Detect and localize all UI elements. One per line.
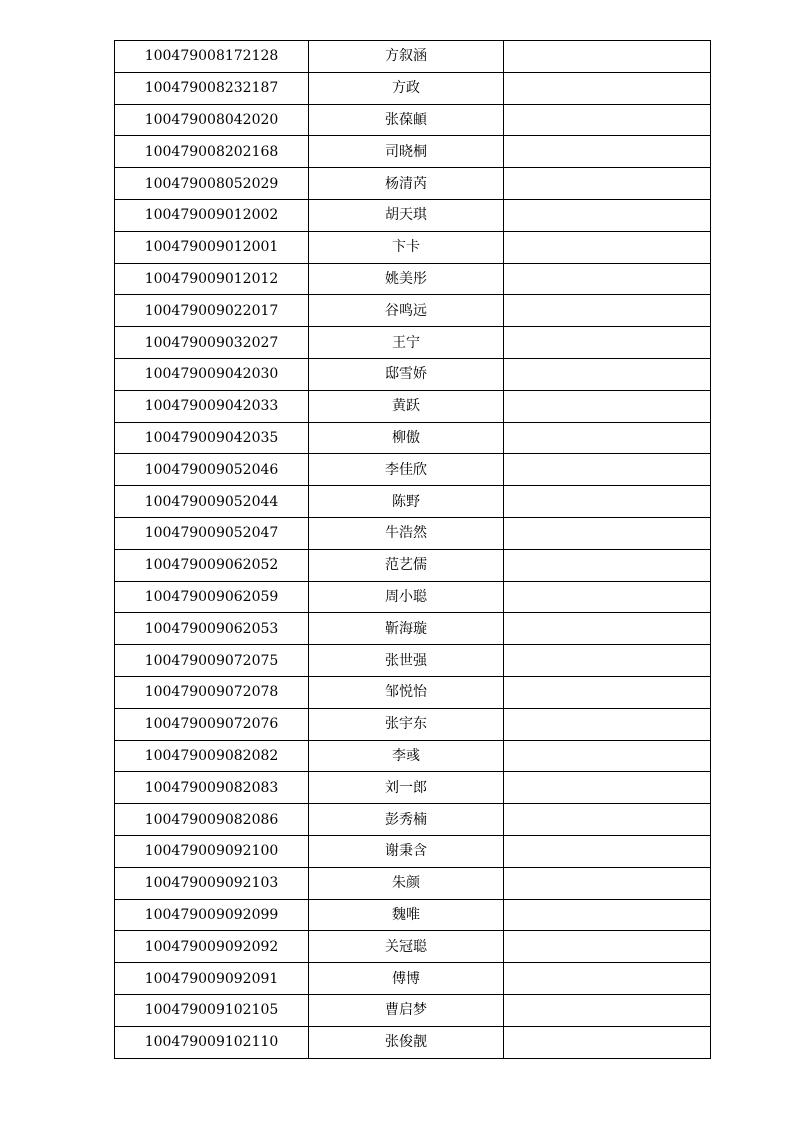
table-row bbox=[115, 867, 711, 899]
student-name-cell: 姚美彤 bbox=[309, 263, 504, 295]
blank-cell bbox=[504, 804, 711, 836]
student-id-cell: 100479009052044 bbox=[115, 486, 309, 518]
table-row bbox=[115, 1026, 711, 1058]
student-name-cell: 柳傲 bbox=[309, 422, 504, 454]
blank-cell bbox=[504, 549, 711, 581]
table-row bbox=[115, 41, 711, 73]
student-name-cell: 邸雪娇 bbox=[309, 358, 504, 390]
blank-cell bbox=[504, 772, 711, 804]
blank-cell bbox=[504, 263, 711, 295]
blank-cell bbox=[504, 454, 711, 486]
student-id-cell: 100479009072076 bbox=[115, 708, 309, 740]
student-id-cell: 100479009092103 bbox=[115, 867, 309, 899]
student-name-cell: 谷鸣远 bbox=[309, 295, 504, 327]
student-name-cell: 曹启梦 bbox=[309, 994, 504, 1026]
table-row bbox=[115, 199, 711, 231]
student-name-cell: 张世强 bbox=[309, 645, 504, 677]
student-id-cell: 100479009082082 bbox=[115, 740, 309, 772]
student-name-cell: 朱颜 bbox=[309, 867, 504, 899]
student-id-cell: 100479008232187 bbox=[115, 72, 309, 104]
blank-cell bbox=[504, 41, 711, 73]
table-row bbox=[115, 931, 711, 963]
student-name-cell: 谢秉含 bbox=[309, 835, 504, 867]
student-id-cell: 100479008042020 bbox=[115, 104, 309, 136]
blank-cell bbox=[504, 899, 711, 931]
student-name-cell: 牛浩然 bbox=[309, 517, 504, 549]
blank-cell bbox=[504, 72, 711, 104]
student-name-cell: 司晓桐 bbox=[309, 136, 504, 168]
student-id-cell: 100479009092091 bbox=[115, 963, 309, 995]
blank-cell bbox=[504, 422, 711, 454]
student-name-cell: 邹悦怡 bbox=[309, 676, 504, 708]
student-name-cell: 卞卡 bbox=[309, 231, 504, 263]
blank-cell bbox=[504, 231, 711, 263]
table-row bbox=[115, 104, 711, 136]
table-row bbox=[115, 136, 711, 168]
student-id-cell: 100479008052029 bbox=[115, 168, 309, 200]
student-name-cell: 傅博 bbox=[309, 963, 504, 995]
table-row bbox=[115, 517, 711, 549]
table-row bbox=[115, 581, 711, 613]
student-name-cell: 靳海璇 bbox=[309, 613, 504, 645]
blank-cell bbox=[504, 295, 711, 327]
table-row bbox=[115, 422, 711, 454]
blank-cell bbox=[504, 740, 711, 772]
table-row bbox=[115, 645, 711, 677]
blank-cell bbox=[504, 676, 711, 708]
blank-cell bbox=[504, 104, 711, 136]
student-name-cell: 魏唯 bbox=[309, 899, 504, 931]
student-id-cell: 100479009092100 bbox=[115, 835, 309, 867]
student-name-cell: 胡天琪 bbox=[309, 199, 504, 231]
table-row bbox=[115, 486, 711, 518]
blank-cell bbox=[504, 199, 711, 231]
student-id-cell: 100479009062052 bbox=[115, 549, 309, 581]
student-id-cell: 100479009062053 bbox=[115, 613, 309, 645]
blank-cell bbox=[504, 931, 711, 963]
blank-cell bbox=[504, 136, 711, 168]
blank-cell bbox=[504, 168, 711, 200]
blank-cell bbox=[504, 835, 711, 867]
blank-cell bbox=[504, 358, 711, 390]
student-id-cell: 100479009072078 bbox=[115, 676, 309, 708]
student-name-cell: 方叙涵 bbox=[309, 41, 504, 73]
student-id-cell: 100479009022017 bbox=[115, 295, 309, 327]
student-name-cell: 李彧 bbox=[309, 740, 504, 772]
student-id-cell: 100479009032027 bbox=[115, 327, 309, 359]
table-row bbox=[115, 168, 711, 200]
blank-cell bbox=[504, 486, 711, 518]
student-id-cell: 100479009102110 bbox=[115, 1026, 309, 1058]
blank-cell bbox=[504, 390, 711, 422]
table-row bbox=[115, 358, 711, 390]
table-row bbox=[115, 295, 711, 327]
table-row bbox=[115, 327, 711, 359]
student-id-cell: 100479009102105 bbox=[115, 994, 309, 1026]
table-row bbox=[115, 549, 711, 581]
student-name-cell: 张宇东 bbox=[309, 708, 504, 740]
student-id-cell: 100479009012002 bbox=[115, 199, 309, 231]
blank-cell bbox=[504, 994, 711, 1026]
student-id-cell: 100479009082086 bbox=[115, 804, 309, 836]
student-name-cell: 刘一郎 bbox=[309, 772, 504, 804]
table-row bbox=[115, 676, 711, 708]
table-row bbox=[115, 390, 711, 422]
table-row bbox=[115, 231, 711, 263]
student-name-cell: 周小聪 bbox=[309, 581, 504, 613]
blank-cell bbox=[504, 613, 711, 645]
student-name-cell: 张俊靓 bbox=[309, 1026, 504, 1058]
student-name-cell: 杨清芮 bbox=[309, 168, 504, 200]
blank-cell bbox=[504, 645, 711, 677]
roster-table bbox=[114, 40, 711, 1059]
student-name-cell: 陈野 bbox=[309, 486, 504, 518]
table-row bbox=[115, 72, 711, 104]
student-name-cell: 黄跃 bbox=[309, 390, 504, 422]
blank-cell bbox=[504, 867, 711, 899]
blank-cell bbox=[504, 581, 711, 613]
table-row bbox=[115, 263, 711, 295]
blank-cell bbox=[504, 708, 711, 740]
table-row bbox=[115, 613, 711, 645]
student-id-cell: 100479008202168 bbox=[115, 136, 309, 168]
student-id-cell: 100479009042033 bbox=[115, 390, 309, 422]
table-row bbox=[115, 994, 711, 1026]
student-name-cell: 李佳欣 bbox=[309, 454, 504, 486]
student-id-cell: 100479009012012 bbox=[115, 263, 309, 295]
student-name-cell: 张葆頔 bbox=[309, 104, 504, 136]
table-row bbox=[115, 899, 711, 931]
student-name-cell: 范艺儒 bbox=[309, 549, 504, 581]
table-row bbox=[115, 708, 711, 740]
table-row bbox=[115, 963, 711, 995]
roster-table-body bbox=[115, 41, 711, 1059]
student-id-cell: 100479009062059 bbox=[115, 581, 309, 613]
student-id-cell: 100479009072075 bbox=[115, 645, 309, 677]
student-id-cell: 100479009052047 bbox=[115, 517, 309, 549]
table-row bbox=[115, 454, 711, 486]
student-id-cell: 100479009092099 bbox=[115, 899, 309, 931]
student-name-cell: 方政 bbox=[309, 72, 504, 104]
student-id-cell: 100479009092092 bbox=[115, 931, 309, 963]
student-name-cell: 彭秀楠 bbox=[309, 804, 504, 836]
student-id-cell: 100479008172128 bbox=[115, 41, 309, 73]
student-name-cell: 关冠聪 bbox=[309, 931, 504, 963]
student-name-cell: 王宁 bbox=[309, 327, 504, 359]
student-id-cell: 100479009042035 bbox=[115, 422, 309, 454]
student-id-cell: 100479009042030 bbox=[115, 358, 309, 390]
table-row bbox=[115, 835, 711, 867]
student-id-cell: 100479009052046 bbox=[115, 454, 309, 486]
blank-cell bbox=[504, 963, 711, 995]
student-id-cell: 100479009012001 bbox=[115, 231, 309, 263]
student-id-cell: 100479009082083 bbox=[115, 772, 309, 804]
table-row bbox=[115, 804, 711, 836]
blank-cell bbox=[504, 517, 711, 549]
blank-cell bbox=[504, 327, 711, 359]
table-row bbox=[115, 772, 711, 804]
blank-cell bbox=[504, 1026, 711, 1058]
table-row bbox=[115, 740, 711, 772]
